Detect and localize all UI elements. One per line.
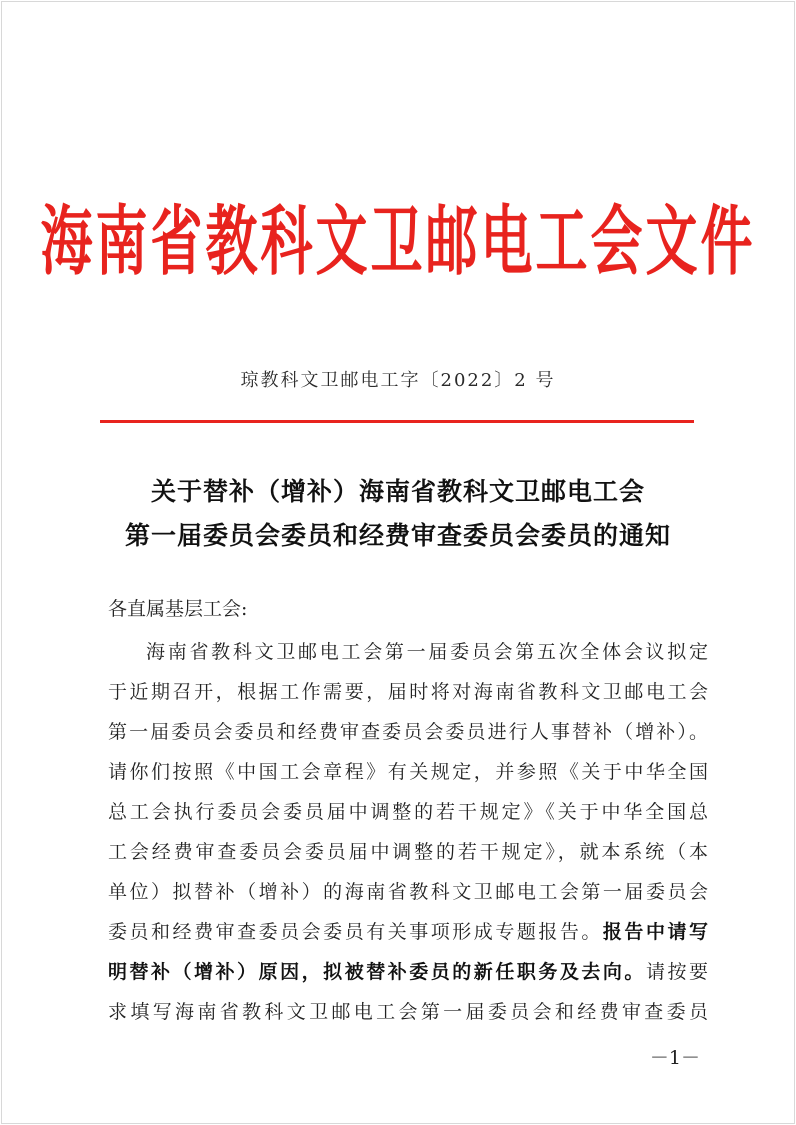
body-line: 于近期召开，根据工作需要，届时将对海南省教科文卫邮电工会 (108, 681, 708, 703)
body-line: 求填写海南省教科文卫邮电工会第一届委员会和经费审查委员 (108, 1001, 708, 1023)
addressee: 各直属基层工会: (108, 598, 248, 620)
notice-title-line-2: 第一届委员会委员和经费审查委员会委员的通知 (124, 521, 671, 550)
body-line: 请你们按照《中国工会章程》有关规定，并参照《关于中华全国 (108, 761, 708, 783)
bold-emphasis-text: 明替补（增补）原因，拟被替补委员的新任职务及去向。 (108, 961, 646, 983)
document-header-title: 海南省教科文卫邮电工会文件 (40, 199, 756, 287)
body-text-segment: 请按要 (645, 961, 708, 983)
document-number: 琼教科文卫邮电工字〔2022〕2 号 (240, 370, 556, 391)
notice-title (0, 470, 796, 558)
body-text (108, 632, 708, 1032)
body-line: 单位）拟替补（增补）的海南省教科文卫邮电工会第一届委员会 (108, 881, 708, 903)
body-line (108, 952, 708, 992)
body-line: 海南省教科文卫邮电工会第一届委员会第五次全体会议拟定 (146, 641, 708, 663)
body-line: 工会经费审查委员会委员届中调整的若干规定》，就本系统（本 (108, 841, 708, 863)
page-number: －1－ (649, 1047, 700, 1069)
body-text-segment: 委员和经费审查委员会委员有关事项形成专题报告。 (108, 921, 603, 943)
red-divider-line (100, 420, 694, 423)
body-line: 总工会执行委员会委员届中调整的若干规定》《关于中华全国总 (108, 801, 708, 823)
body-line (108, 912, 708, 952)
bold-emphasis-text: 报告中请写 (602, 921, 708, 943)
notice-title-line-1: 关于替补（增补）海南省教科文卫邮电工会 (150, 477, 645, 506)
body-line: 第一届委员会委员和经费审查委员会委员进行人事替补（增补）。 (108, 721, 708, 743)
